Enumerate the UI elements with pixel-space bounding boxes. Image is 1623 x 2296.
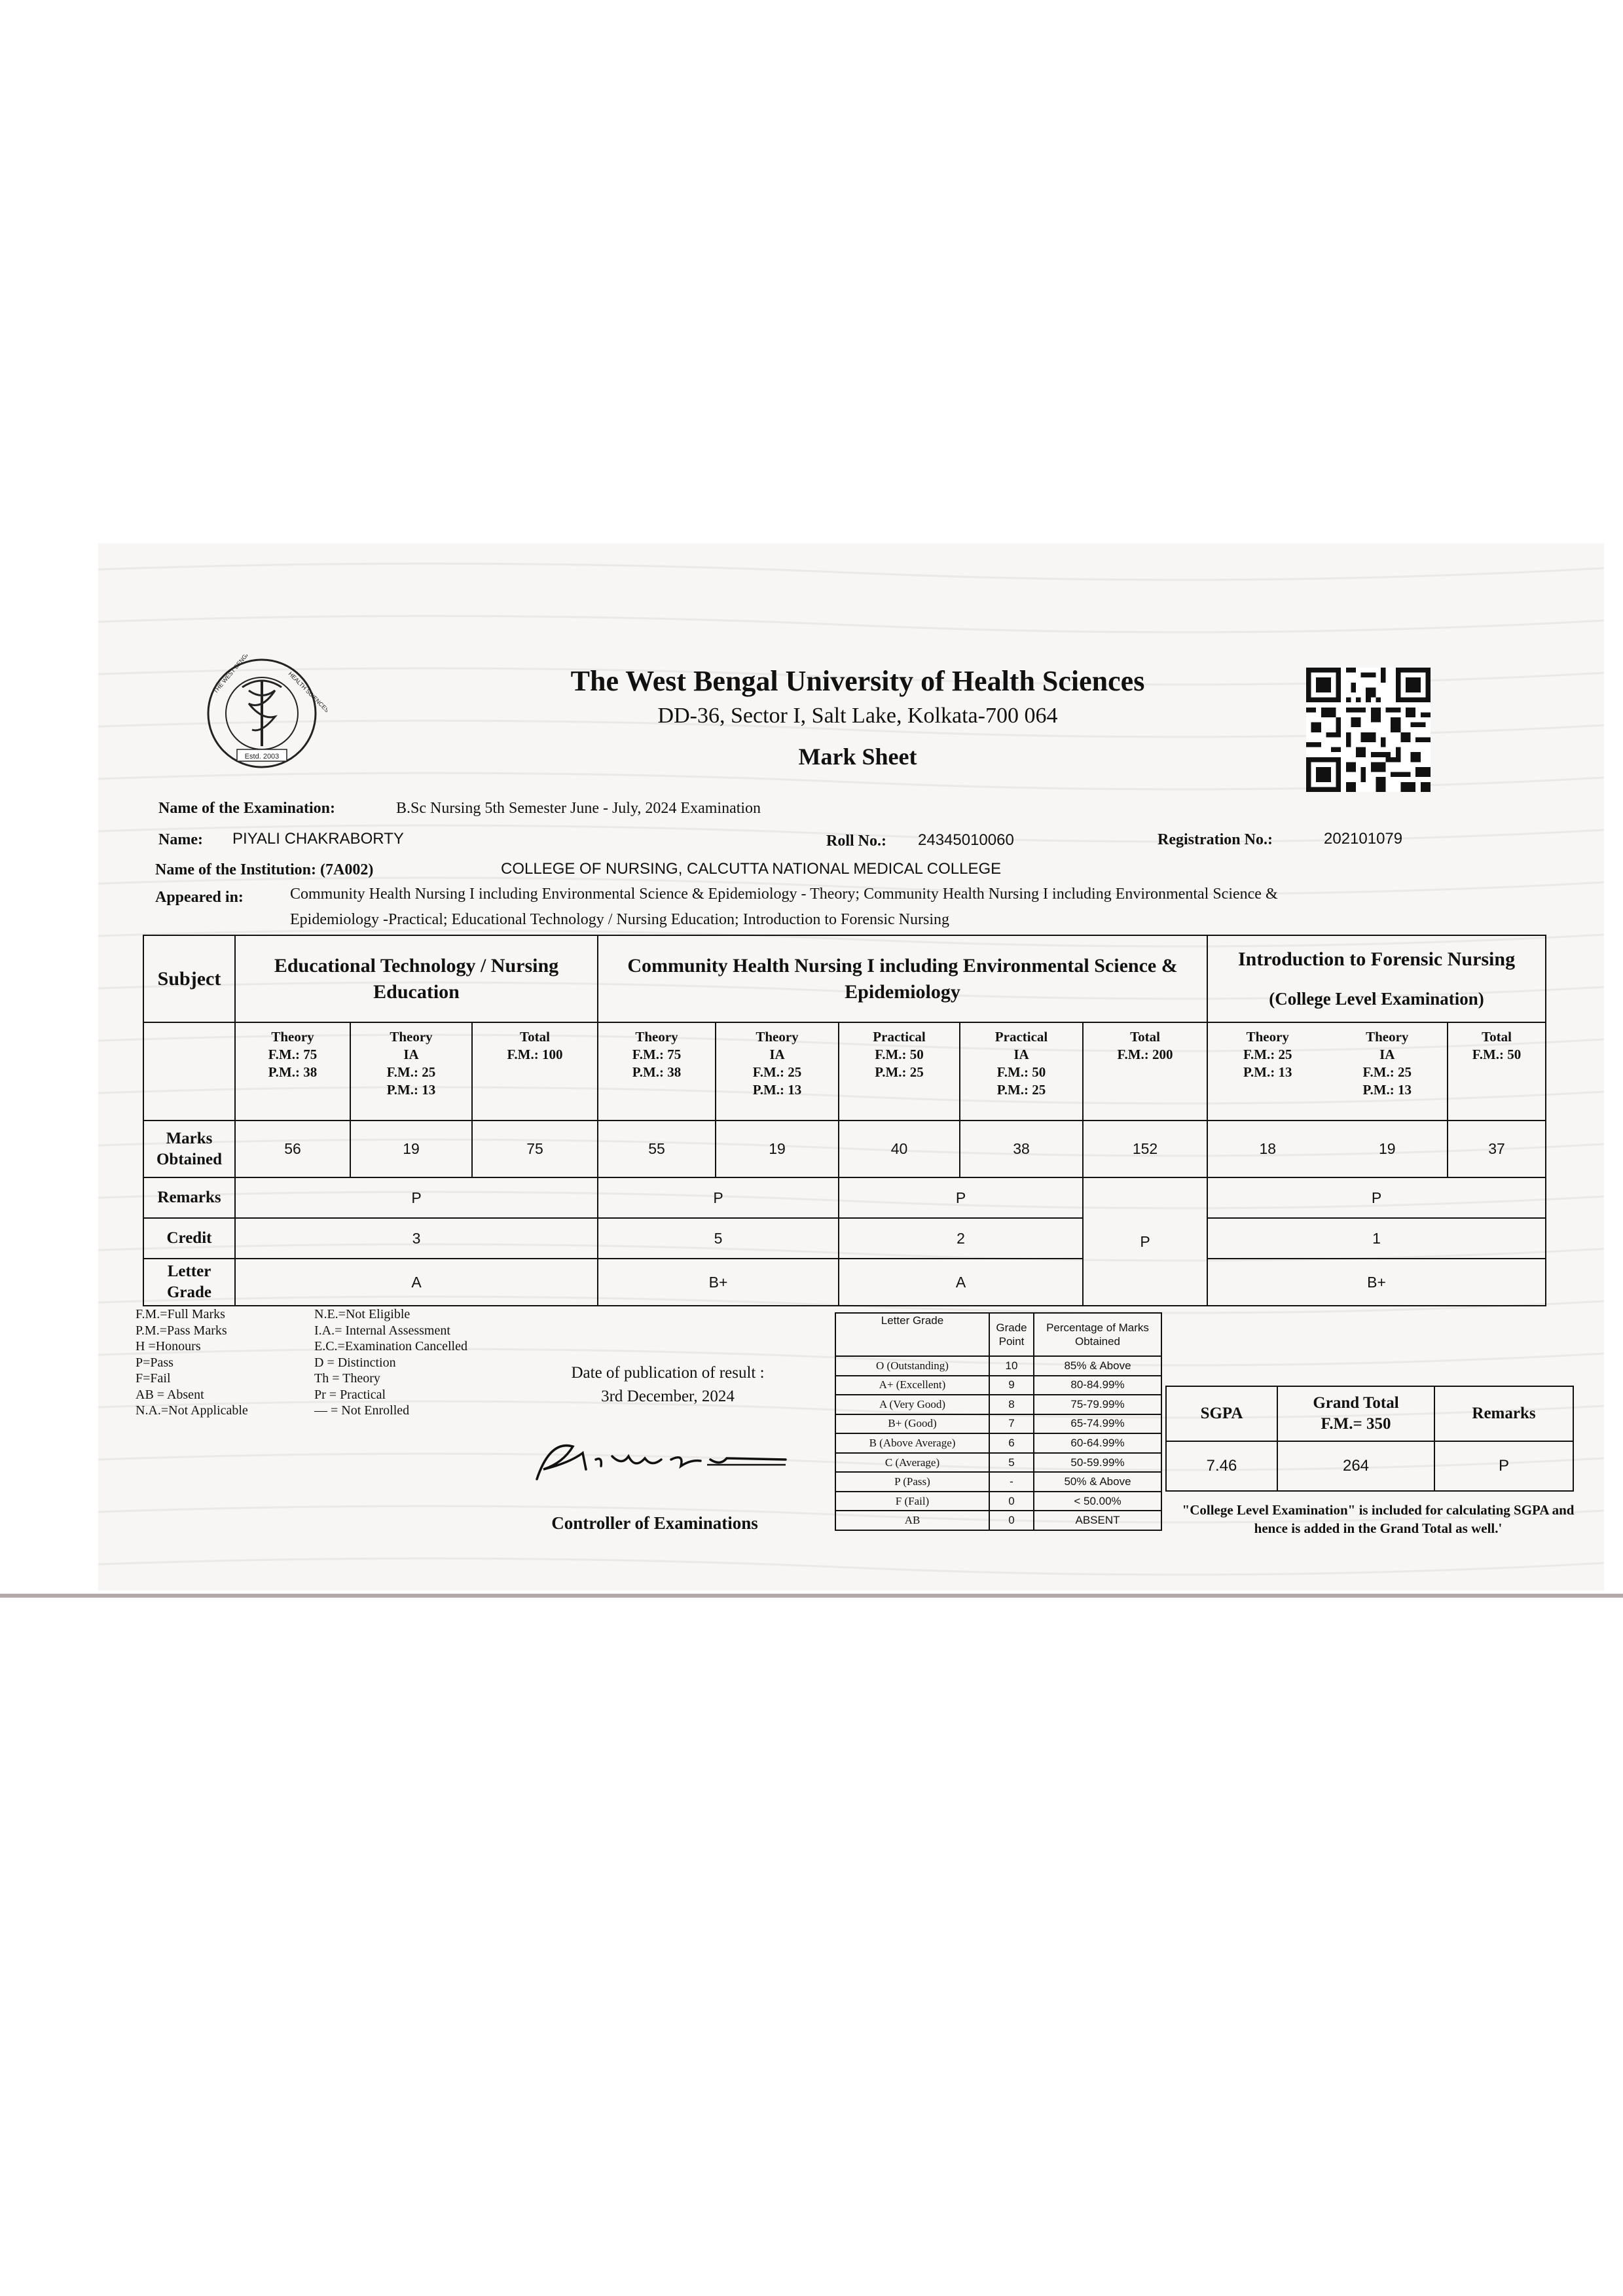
document-title: Mark Sheet [798, 744, 917, 770]
grade-letter: F (Fail) [835, 1492, 989, 1511]
university-address: DD-36, Sector I, Salt Lake, Kolkata-700 064 [657, 704, 1058, 728]
marks-table [143, 935, 1546, 1306]
component-header: Theory IA F.M.: 25 P.M.: 13 [1362, 1029, 1412, 1098]
grade-point: 0 [989, 1492, 1034, 1511]
grand-total-value: 264 [1277, 1441, 1434, 1491]
mark-value-group [1207, 1121, 1448, 1177]
subject-header: Subject [143, 935, 235, 1022]
grade-letter: B (Above Average) [835, 1433, 989, 1453]
grade-letter: A+ (Excellent) [835, 1376, 989, 1395]
credit-label: Credit [143, 1218, 235, 1259]
component-header-group [1207, 1022, 1448, 1121]
component-header: Total F.M.: 100 [472, 1022, 598, 1121]
grade-value: A [839, 1259, 1083, 1306]
component-header: Theory F.M.: 75 P.M.: 38 [235, 1022, 350, 1121]
page-edge-shadow [0, 1594, 1623, 1598]
component-header: Total F.M.: 200 [1083, 1022, 1207, 1121]
grade-letter: A (Very Good) [835, 1395, 989, 1414]
summary-remarks-value: P [1434, 1441, 1573, 1491]
appeared-subjects-line1: Community Health Nursing I including Environmental Science & Epidemiology - Theory; Community Health Nursing I including Environmental Science & [290, 886, 1278, 903]
mark-value: 19 [350, 1121, 472, 1177]
grade-letter: O (Outstanding) [835, 1356, 989, 1376]
subject-forensic-nursing [1207, 935, 1546, 1022]
summary-remarks-label: Remarks [1434, 1386, 1573, 1441]
grade-range: 60-64.99% [1034, 1433, 1161, 1453]
grade-value: B+ [1207, 1259, 1546, 1306]
letter-grade-label: Letter Grade [143, 1259, 235, 1306]
grade-point: 6 [989, 1433, 1034, 1453]
sgpa-label: SGPA [1166, 1386, 1277, 1441]
credit-value: 5 [598, 1218, 839, 1259]
abbreviation-legend-col1: F.M.=Full Marks P.M.=Pass Marks H =Honours P=Pass F=Fail AB = Absent N.A.=Not Applicable [136, 1307, 248, 1418]
svg-text:Estd. 2003: Estd. 2003 [244, 753, 280, 761]
registration-label: Registration No.: [1158, 831, 1273, 848]
college-level-exam-note: "College Level Examination" is included for calculating SGPA and hence is added in the Grand Total as well.' [1182, 1502, 1575, 1536]
subject-community-health-nursing: Community Health Nursing I including Environmental Science & Epidemiology [598, 935, 1207, 1022]
appeared-label: Appeared in: [155, 889, 244, 906]
component-blank [143, 1022, 235, 1121]
sgpa-summary-table [1165, 1386, 1574, 1492]
mark-value: 40 [839, 1121, 960, 1177]
remark-value: P [839, 1177, 1083, 1218]
grand-total-full-marks: F.M.= 350 [1321, 1415, 1391, 1433]
grade-point: 7 [989, 1414, 1034, 1434]
remark-value: P [598, 1177, 839, 1218]
grand-total-header [1277, 1386, 1434, 1441]
grade-letter: P (Pass) [835, 1472, 989, 1492]
mark-value: 38 [960, 1121, 1083, 1177]
grade-point: 10 [989, 1356, 1034, 1376]
mark-value: 37 [1448, 1121, 1546, 1177]
credit-value: 1 [1207, 1218, 1546, 1259]
mark-value: 19 [1378, 1140, 1396, 1157]
controller-of-examinations: Controller of Examinations [551, 1513, 758, 1533]
roll-number: 24345010060 [918, 831, 1014, 849]
mark-value: 19 [716, 1121, 839, 1177]
sgpa-value: 7.46 [1166, 1441, 1277, 1491]
remarks-label: Remarks [143, 1177, 235, 1218]
grand-total-label: Grand Total [1313, 1394, 1399, 1412]
credit-value: 2 [839, 1218, 1083, 1259]
grade-header-percent: Percentage of Marks Obtained [1034, 1313, 1161, 1356]
remark-value: P [235, 1177, 598, 1218]
component-header: Practical IA F.M.: 50 P.M.: 25 [960, 1022, 1083, 1121]
grade-range: ABSENT [1034, 1511, 1161, 1530]
grade-range: 50-59.99% [1034, 1453, 1161, 1473]
appeared-subjects-line2: Epidemiology -Practical; Educational Technology / Nursing Education; Introduction to Forensic Nursing [290, 911, 950, 928]
svg-text:THE WEST BENGAL: THE WEST BENGAL [211, 655, 253, 695]
grade-header-point: Grade Point [989, 1313, 1034, 1356]
grade-point: - [989, 1472, 1034, 1492]
registration-number: 202101079 [1324, 830, 1403, 848]
remark-value: P [1083, 1177, 1207, 1306]
grade-range: 85% & Above [1034, 1356, 1161, 1376]
exam-label: Name of the Examination: [158, 800, 335, 817]
marks-obtained-label: Marks Obtained [143, 1121, 235, 1177]
grade-range: 65-74.99% [1034, 1414, 1161, 1434]
grade-point: 9 [989, 1376, 1034, 1395]
institution-label: Name of the Institution: (7A002) [155, 861, 374, 878]
credit-value: 3 [235, 1218, 598, 1259]
component-header: Practical F.M.: 50 P.M.: 25 [839, 1022, 960, 1121]
mark-value: 56 [235, 1121, 350, 1177]
grade-header-letter: Letter Grade [835, 1313, 989, 1356]
grade-range: < 50.00% [1034, 1492, 1161, 1511]
name-label: Name: [158, 831, 203, 848]
grade-letter: B+ (Good) [835, 1414, 989, 1434]
subject-educational-technology: Educational Technology / Nursing Education [235, 935, 598, 1022]
grade-letter: C (Average) [835, 1453, 989, 1473]
remark-value: P [1207, 1177, 1546, 1218]
mark-value: 55 [598, 1121, 716, 1177]
grade-value: A [235, 1259, 598, 1306]
controller-signature [524, 1433, 799, 1486]
publication-date-block [543, 1361, 792, 1408]
institution-name: COLLEGE OF NURSING, CALCUTTA NATIONAL MEDICAL COLLEGE [501, 860, 1002, 878]
svg-text:HEALTH SCIENCES: HEALTH SCIENCES [287, 670, 327, 714]
grade-value: B+ [598, 1259, 839, 1306]
grade-range: 75-79.99% [1034, 1395, 1161, 1414]
publication-label: Date of publication of result : [571, 1364, 765, 1382]
grade-range: 50% & Above [1034, 1472, 1161, 1492]
grade-range: 80-84.99% [1034, 1376, 1161, 1395]
student-name: PIYALI CHAKRABORTY [232, 830, 404, 848]
college-level-note: (College Level Examination) [1269, 988, 1484, 1009]
grade-point: 0 [989, 1511, 1034, 1530]
university-name: The West Bengal University of Health Sciences [570, 665, 1145, 697]
mark-value: 75 [472, 1121, 598, 1177]
grade-point: 8 [989, 1395, 1034, 1414]
mark-value: 152 [1083, 1121, 1207, 1177]
abbreviation-legend-col2: N.E.=Not Eligible I.A.= Internal Assessment E.C.=Examination Cancelled D = Distinction Th = Theory Pr = Practical — = Not Enrolled [314, 1307, 467, 1418]
exam-value: B.Sc Nursing 5th Semester June - July, 2024 Examination [396, 800, 761, 817]
qr-code [1306, 668, 1431, 792]
component-header: Theory IA F.M.: 25 P.M.: 13 [350, 1022, 472, 1121]
component-header: Theory F.M.: 25 P.M.: 13 [1243, 1029, 1292, 1080]
university-logo [196, 655, 327, 772]
grade-point: 5 [989, 1453, 1034, 1473]
grade-letter: AB [835, 1511, 989, 1530]
component-header: Theory IA F.M.: 25 P.M.: 13 [716, 1022, 839, 1121]
grade-scale-table [835, 1312, 1162, 1531]
publication-date: 3rd December, 2024 [601, 1388, 735, 1405]
roll-label: Roll No.: [826, 833, 886, 850]
component-header: Total F.M.: 50 [1448, 1022, 1546, 1121]
component-header: Theory F.M.: 75 P.M.: 38 [598, 1022, 716, 1121]
forensic-subject-title: Introduction to Forensic Nursing [1237, 948, 1516, 970]
mark-value: 18 [1259, 1140, 1277, 1157]
